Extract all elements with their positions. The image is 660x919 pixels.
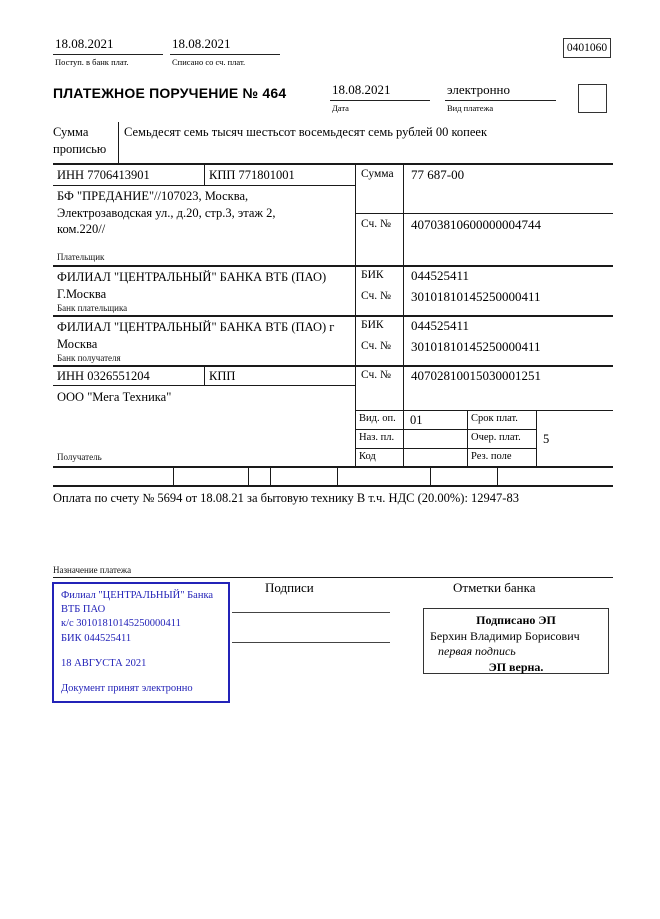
received-date-value: 18.08.2021 [53,36,163,55]
esign-title: Подписано ЭП [476,613,556,627]
form-code-box: 0401060 [563,38,611,58]
payee-bank-name: ФИЛИАЛ "ЦЕНТРАЛЬНЫЙ" БАНКА ВТБ (ПАО) г Москва [57,320,335,351]
debited-date-label: Списано со сч. плат. [172,57,246,67]
payer-kpp: КПП 771801001 [209,168,295,182]
table-line [355,410,613,411]
sum-label: Сумма [361,168,394,180]
table-line [355,448,536,449]
amount-words-value: Семьдесят семь тысяч шестьсот восемьдесят семь рублей 00 копеек [124,125,488,139]
code-label: Код [359,451,376,462]
payee-bank-bik-label: БИК [361,319,384,331]
table-line [53,385,355,386]
op-type-value: 01 [410,413,423,427]
stamp-bank-name-line1: Филиал "ЦЕНТРАЛЬНЫЙ" Банка [61,590,214,601]
payee-account: 40702810015030001251 [411,368,541,383]
table-line [355,429,536,430]
table-line [53,163,613,165]
payee-kpp: КПП [209,369,236,383]
table-line [204,365,205,385]
payer-account: 40703810600000004744 [411,217,541,232]
date-label: Дата [332,103,349,113]
purpose-code-label: Наз. пл. [359,432,395,443]
payment-kind-value: электронно [445,82,556,101]
payer-account-label: Сч. № [361,218,392,230]
table-line [536,410,537,466]
table-line [204,163,205,185]
table-line [355,213,613,214]
divider-line [118,122,119,163]
table-line [337,466,338,485]
table-line [53,185,355,186]
stamp-corr-account: к/с 30101810145250000411 [61,618,181,630]
payer-bank-account-label: Сч. № [361,290,392,302]
payer-bank-account: 30101810145250000411 [411,289,541,304]
date-field [330,82,430,113]
term-label: Срок плат. [471,413,518,424]
payee-section-label: Получатель [57,452,102,462]
signature-line [232,642,390,643]
table-line [270,466,271,485]
table-line [53,315,613,317]
table-line [53,485,613,487]
payer-bank-name: ФИЛИАЛ "ЦЕНТРАЛЬНЫЙ" БАНКА ВТБ (ПАО) Г.Москва [57,270,327,301]
bank-stamp [52,582,230,703]
order-value: 5 [543,432,550,446]
payer-section-label: Плательщик [57,252,105,262]
sum-value: 77 687-00 [411,167,465,182]
divider-line [53,577,613,578]
esign-signer-name: Берхин Владимир Борисович [430,628,580,643]
payee-bank-bik: 044525411 [411,318,470,333]
esign-verified: ЭП верна. [488,659,544,674]
table-line [53,365,613,367]
table-line [467,410,468,466]
document-title: ПЛАТЕЖНОЕ ПОРУЧЕНИЕ № 464 [53,85,287,101]
payment-kind-label: Вид платежа [447,103,494,113]
payee-account-label: Сч. № [361,369,392,381]
table-line [248,466,249,485]
table-line [53,466,613,468]
debited-date-value: 18.08.2021 [170,36,280,55]
status-checkbox [578,84,607,113]
payee-bank-account-label: Сч. № [361,340,392,352]
payer-bank-bik: 044525411 [411,268,470,283]
payee-bank-account: 30101810145250000411 [411,339,541,354]
stamp-bik: БИК 044525411 [61,632,132,644]
received-date-field [53,36,163,67]
payer-bank-section-label: Банк плательщика [57,303,128,313]
table-line [497,466,498,485]
debited-date-field [170,36,280,67]
payer-inn: ИНН 7706413901 [57,168,150,182]
payment-purpose-label: Назначение платежа [53,565,132,575]
signature-line [232,612,390,613]
stamp-date: 18 АВГУСТА 2021 [61,657,147,669]
table-line [430,466,431,485]
payer-bank-bik-label: БИК [361,269,384,281]
table-line [173,466,174,485]
op-type-label: Вид. оп. [359,413,396,424]
bank-marks-header: Отметки банка [453,580,536,595]
payment-kind-field [445,82,556,113]
received-date-label: Поступ. в банк плат. [55,57,129,67]
order-label: Очер. плат. [471,432,521,443]
payee-bank-section-label: Банк получателя [57,353,121,363]
date-value: 18.08.2021 [330,82,430,101]
payee-name: ООО "Мега Техника" [57,390,172,404]
amount-words-label: Сумма прописью [53,125,107,156]
payment-purpose-text: Оплата по счету № 5694 от 18.08.21 за бытовую технику В т.ч. НДС (20.00%): 12947-83 [53,491,519,505]
payee-inn: ИНН 0326551204 [57,369,150,383]
signatures-header: Подписи [265,580,314,595]
table-line [403,163,404,466]
esign-note: первая подпись [438,644,516,659]
payer-name: БФ "ПРЕДАНИЕ"//107023, Москва, Электрозаводская ул., д.20, стр.3, этаж 2, ком.220// [57,189,276,236]
table-line [355,163,356,466]
esign-stamp [423,608,609,674]
stamp-accepted-note: Документ принят электронно [61,682,193,694]
table-line [53,265,613,267]
stamp-bank-name-line2: ВТБ ПАО [61,604,106,616]
reserve-label: Рез. поле [471,451,512,462]
